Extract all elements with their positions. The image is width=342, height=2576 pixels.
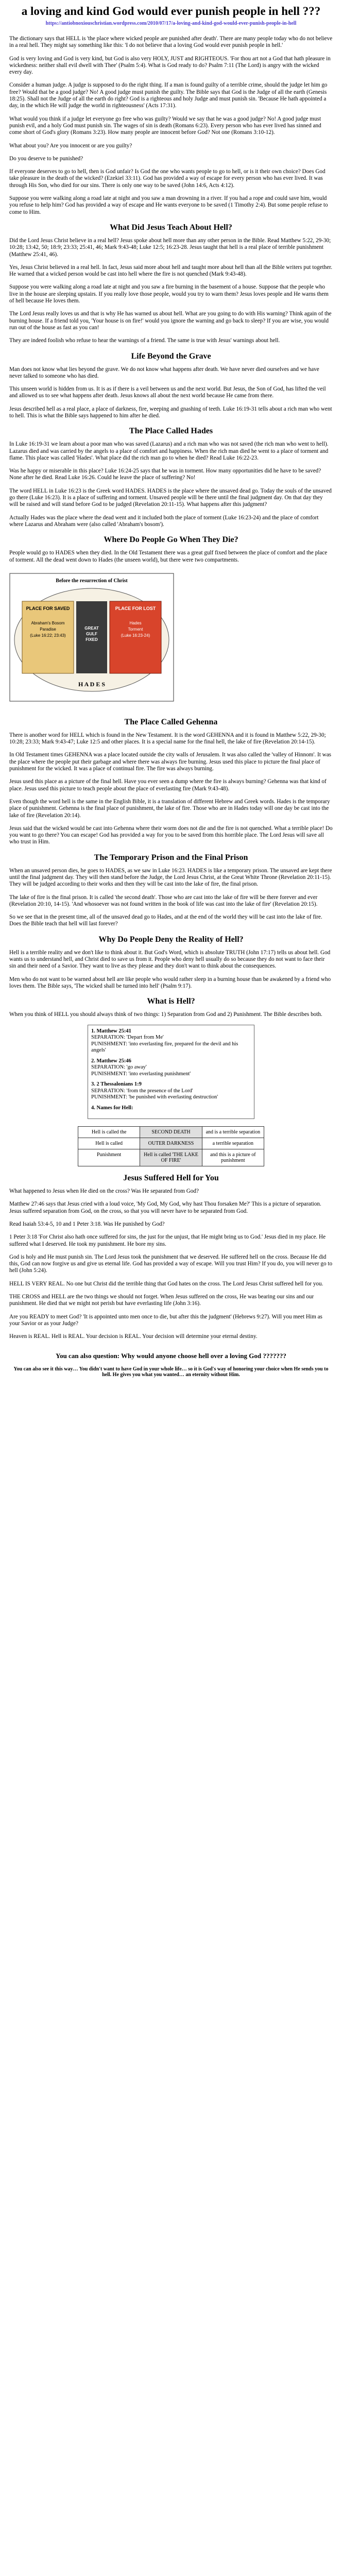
hell-note-label: 2. Matthew 25:46 — [91, 1058, 131, 1064]
diagram-line: Abraham's Bosom — [31, 620, 65, 625]
section-heading: Where Do People Go When They Die? — [104, 535, 238, 545]
section-paragraph: Are you READY to meet God? 'It is appointed unto men once to die, but after this the judgment' (Hebrews 9:27). Will you meet Him as your Savior or as your Judge? — [9, 1313, 322, 1327]
section-heading: The Place Called Hades — [129, 427, 213, 436]
sections-block-1 — [9, 223, 333, 564]
section-heading: What Did Jesus Teach About Hell? — [110, 223, 232, 232]
section-paragraph: Actually Hades was the place where the dead went and it included both the place of torment (Luke 16:23-24) and the place of comfort where Lazarus and Abraham were (also called 'Abraham's bosom'). — [9, 514, 319, 528]
intro-paragraph: The dictionary says that HELL is 'the place where wicked people are punished after death'. There are many people today who do not believe in a real hell. They might say something like this: 'I do not believe that a loving God would ever punish people in hell.' — [9, 36, 333, 49]
gulf-label — [84, 626, 99, 642]
section-paragraph: Even though the word hell is the same in the English Bible, it is a translation of different Hebrew and Greek words. Hades is the temporary place of punishment. Gehenna is the final place of punishment, the lake of fire. Those who are in Hades today will one day be cast into the lake of fire (Revelation 20:14). — [9, 798, 330, 819]
section-paragraph: The lake of fire is the final prison. It is called 'the second death'. Those who are cast into the lake of fire will be there forever and ever (Revelation 20:10, 14-15). 'And whosoever was not found written in the book of life was cast into the lake of fire' (Revelation 20:15). — [9, 894, 318, 907]
section-paragraph: So we see that in the present time, all of the unsaved dead go to Hades, and at the end of the world they will be cast into the lake of fire. Does the Bible teach that hell will last forever? — [9, 914, 322, 927]
section-paragraph: There is another word for HELL which is found in the New Testament. It is the word GEHENNA and it is found in Matthew 5:22, 29-30; 10:28; 23:33; Mark 9:43-47; Luke 12:5 and other places. It is a special name for the final hell, the lake of fire (Revelation 20:14-15). — [9, 732, 326, 745]
section-paragraph: HELL IS VERY REAL. No one but Christ did the terrible thing that God hates on the cross. The Lord Jesus Christ suffered hell for you. — [9, 1280, 323, 1287]
section-paragraph: What happened to Jesus when He died on the cross? Was He separated from God? — [9, 1188, 199, 1195]
names-cell: Punishment — [97, 1152, 122, 1158]
section-paragraph: When you think of HELL you should always think of two things: 1) Separation from God and 2) Punishment. The Bible describes both. — [9, 1011, 322, 1018]
section-paragraph: Matthew 27:46 says that Jesus cried with a loud voice, 'My God, My God, why hast Thou forsaken Me?' This is a picture of separation. Jesus suffered separation from God, on the cross, so that you will never have to be separated from God. — [9, 1201, 321, 1214]
hell-note — [91, 1081, 251, 1101]
intro-paragraph: If everyone deserves to go to hell, then is God unfair? Is God the one who wants people to go to hell, or is it their own choice? Does God take pleasure in the death of the wicked? (Ezekiel 33:11). God has provided a way of escape for every person who has ever lived. It was through His Son, who died for our sins. There is only one way to be saved (John 14:6, Acts 4:12). — [9, 168, 326, 189]
section-paragraph: Read Isaiah 53:4-5, 10 and 1 Peter 3:18. Was He punished by God? — [9, 1221, 165, 1227]
diagram-line: (Luke 16:23-24) — [121, 633, 150, 638]
hell-note — [91, 1105, 251, 1112]
section-heading: The Place Called Gehenna — [124, 717, 218, 726]
hades-diagram — [9, 573, 174, 702]
hell-note-text: SEPARATION: 'Depart from Me' PUNISHMENT: 'into everlasting fire, prepared for the devil and his angels' — [91, 1035, 238, 1054]
hell-note-label: 4. Names for Hell: — [91, 1105, 133, 1111]
diagram-bottom: H A D E S — [78, 680, 106, 688]
gulf-word: GREAT — [84, 625, 99, 631]
source-url[interactable]: https://antiobnoxiouschristian.wordpress.com/2010/07/17/a-loving-and-kind-god-would-ever-punish-people-in-hell — [45, 21, 297, 26]
section-paragraph: The word HELL in Luke 16:23 is the Greek word HADES. HADES is the place where the unsaved dead go. Today the souls of the unsaved go there (Luke 16:23). It is a place of suffering and torment. Unsaved people will be there until the final judgment day. On that day they will be raised and will stand before God to be judged (Revelation 20:11-15). What happens after this judgment? — [9, 487, 332, 508]
section-paragraph: Suppose you were walking along a road late at night and you saw a fire burning in the basement of a house. Suppose that the people who live in the house are sleeping upstairs. If you really love those people, would you try to warn them? Jesus loves people and He warns them of hell because He loves them. — [9, 284, 329, 304]
names-for-hell-table — [78, 1126, 264, 1166]
names-cell: Hell is called 'THE LAKE OF FIRE' — [140, 1149, 201, 1166]
right-title: PLACE FOR LOST — [115, 605, 156, 611]
section-paragraph: THE CROSS and HELL are the two things we should not forget. When Jesus suffered on the cross, He was bearing our sins and our punishment. He died that we might not perish but have everlasting life (John 3:16). — [9, 1294, 314, 1307]
section-paragraph: In Luke 16:19-31 we learn about a poor man who was saved (Lazarus) and a rich man who was not saved (the rich man who went to hell). Lazarus died and was carried by the angels to a place of comfort and happiness. When the rich man died he went to a place of torment and flame. This place was called 'Hades'. What place did the rich man go to when he died? Read Luke 16:22-23. — [9, 441, 329, 461]
intro-paragraph: What would you think if a judge let everyone go free who was guilty? Would we say that he was a good judge? No! A good judge must punish evil, and a holy God must punish sin. The wages of sin is death (Romans 6:23). Every person who has ever lived has sinned and come short of God's glory (Romans 3:23). How many people are innocent before God? Not one (Romans 3:10-12). — [9, 115, 321, 136]
section-paragraph: Yes, Jesus Christ believed in a real hell. In fact, Jesus said more about hell and taught more about hell than all the Bible writers put together. He warned that a wicked person would be cast into hell where the fire is not quenched (Mark 9:43-48). — [9, 264, 333, 278]
names-row — [78, 1149, 264, 1166]
names-cell: SECOND DEATH — [140, 1127, 201, 1138]
section-paragraph: This unseen world is hidden from us. It is as if there is a veil between us and the next world. But Jesus, the Son of God, has lifted the veil and allowed us to see what happens after death. Jesus knows all about the next world because He came from there. — [9, 386, 326, 399]
intro-paragraph: Suppose you were walking along a road late at night and you saw a man drowning in a river. If you had a rope and could save him, would you refuse to help him? God has provided a way of escape and He wants everyone to be saved (1 Timothy 2:4). But some people refuse to come to Him. — [9, 195, 328, 215]
section-heading: Life Beyond the Grave — [131, 351, 211, 361]
section-paragraph: Jesus said that the wicked would be cast into Gehenna where their worm does not die and the fire is not quenched. What a terrible place! Do you want to go there? You can escape! God has provided a way for you to be saved from this horrible place. The Lord Jesus will save all who trust in Him. — [9, 825, 333, 845]
names-cell: OUTER DARKNESS — [140, 1138, 201, 1149]
section-paragraph: Did the Lord Jesus Christ believe in a real hell? Jesus spoke about hell more than any other person in the Bible. Read Matthew 5:22, 29-30; 10:28; 13:42, 50; 18:9; 23:33; 25:41, 46; Mark 9:43-48; Luke 12:5; 16:23-28. Jesus taught that hell is a real place of terrible punishment (Matthew 25:41, 46). — [9, 237, 331, 258]
section-heading: The Temporary Prison and the Final Prison — [94, 853, 248, 862]
names-cell: Hell is called the — [91, 1129, 127, 1136]
final-note: You can also see it this way… You didn't want to have God in your whole life… so it is God's way of honoring your choice when He sends you to hell. He gives you what you wanted… an eternity without Him. — [13, 1366, 329, 1378]
left-title: PLACE FOR SAVED — [26, 605, 70, 611]
sections-block-3 — [9, 1174, 333, 1340]
section-paragraph: They are indeed foolish who refuse to hear the warnings of a friend. The same is true with Jesus' warnings about hell. — [9, 337, 280, 344]
names-cell: and is a terrible separation — [202, 1127, 264, 1138]
section-paragraph: Was he happy or miserable in this place? Luke 16:24-25 says that he was in torment. How many opportunities did he have to be saved? None after he died. Read Luke 16:26. Could he leave the place of suffering? No! — [9, 468, 321, 481]
closing-question: You can also question: Why would anyone choose hell over a loving God ??????? — [56, 1351, 286, 1360]
intro-paragraph: God is very loving and God is very kind, but God is also very HOLY, JUST and RIGHTEOUS. 'For thou art not a God that hath pleasure in wickedness: neither shall evil dwell with Thee' (Psalm 5:4). What is God ready to do? Psalm 7:11 (The Lord) is angry with the wicked every day. — [9, 55, 331, 76]
names-cell: Hell is called — [95, 1141, 123, 1147]
hell-note — [91, 1028, 251, 1054]
section-paragraph: 1 Peter 3:18 'For Christ also hath once suffered for sins, the just for the unjust, that He might bring us to God.' Jesus died in my place. He suffered what I deserved. He took my punishment. He bore my sins. — [9, 1234, 326, 1247]
page-title: a loving and kind God would ever punish people in hell ??? — [21, 5, 321, 18]
diagram-line: Hades — [129, 620, 142, 625]
names-row — [78, 1138, 264, 1149]
intro-section — [9, 36, 333, 216]
section-paragraph: Men who do not want to be warned about hell are like people who would rather sleep in a burning house than be awakened by a friend who loves them. The Bible says, 'The wicked shall be turned into hell' (Psalm 9:17). — [9, 976, 331, 989]
section-paragraph: Hell is a terrible reality and we don't like to think about it. But God's Word, which is absolute TRUTH (John 17:17) tells us about hell. God wants us to understand hell, and Christ died to save us from it. People who deny hell usually do so because they do not want to face their sin and their need of a Savior. They want to live as they please and they don't want to think about the consequences. — [9, 949, 331, 970]
gulf-word: FIXED — [86, 637, 98, 642]
names-cell: and this is a picture of punishment — [202, 1149, 264, 1166]
hell-note-text: SEPARATION: 'go away' PUNISHMENT: 'into everlasting punishment' — [91, 1064, 191, 1077]
intro-paragraph: What about you? Are you innocent or are you guilty? — [9, 142, 132, 149]
section-paragraph: Heaven is REAL. Hell is REAL. Your decision is REAL. Your decision will determine your eternal destiny. — [9, 1333, 258, 1340]
hell-note-label: 3. 2 Thessalonians 1:9 — [91, 1081, 142, 1088]
intro-paragraph: Consider a human judge. A judge is supposed to do the right thing. If a man is found guilty of a terrible crime, should the judge let him go free? Would that be a good judge? No! A good judge must punish the guilty. The Bible says that God is the Judge of all the earth (Genesis 18:25). Shall not the Judge of all the earth do right? God is a righteous and holy Judge and must punish sin. 'Because He hath appointed a day, in the which He will judge the world in righteousness' (Acts 17:31). — [9, 82, 328, 109]
gulf-word: GULF — [86, 631, 97, 636]
section-paragraph: In Old Testament times GEHENNA was a place located outside the city walls of Jerusalem. It was also called the 'valley of Hinnom'. It was the place where the people put their garbage and where there was always fire burning. Jesus used this place to picture the final place of punishment for the wicked. It was a place of continual fire. The fire was always burning. — [9, 752, 332, 772]
section-paragraph: Jesus described hell as a real place, a place of darkness, fire, weeping and gnashing of teeth. Luke 16:19-31 tells about a rich man who went to hell. This is what the Bible says happened to him after he died. — [9, 405, 332, 419]
hell-notes-box — [88, 1025, 254, 1120]
names-cell: a terrible separation — [202, 1138, 264, 1149]
diagram-line: Paradise — [40, 626, 56, 632]
section-paragraph: The Lord Jesus really loves us and that is why He has warned us about hell. What are you going to do with His warning? Think again of the burning house. If a friend told you, 'Your house is on fire!' would you ignore the warning and go back to sleep? If you are wise, you would run out of the house as fast as you can! — [9, 311, 332, 331]
section-paragraph: When an unsaved person dies, he goes to HADES, as we saw in Luke 16:23. HADES is like a temporary prison. The unsaved are kept there until the final judgment day. They will then stand before the Judge, the Lord Jesus Christ, at the Great White Throne (Revelation 20:11-15). They will be judged according to their works and then they will be cast into the lake of fire, the final prison. — [9, 867, 332, 888]
section-paragraph: People would go to HADES when they died. In the Old Testament there was a great gulf fixed between the place of comfort and the place of torment. All the dead went down to Hades (the unseen world), but there were two compartments. — [9, 550, 328, 563]
hell-note-label: 1. Matthew 25:41 — [91, 1028, 131, 1034]
sections-block-2 — [9, 718, 333, 1019]
diagram-line: Torment — [128, 626, 143, 632]
section-paragraph: Jesus used this place as a picture of the final hell. Have you ever seen a dump where the fire is always burning? Gehenna was that kind of place. Jesus used this picture to teach people about the place of everlasting fire (Mark 9:43-48). — [9, 778, 327, 792]
section-paragraph: God is holy and He must punish sin. The Lord Jesus took the punishment that we deserved. He suffered hell on the cross. Because He did this, God can now forgive us and give us eternal life. God has provided a way of escape. Will you trust Him? If you do, you will never go to hell (John 5:24). — [9, 1253, 333, 1274]
diagram-line: (Luke 16:22; 23:43) — [30, 633, 66, 638]
section-heading: Jesus Suffered Hell for You — [123, 1174, 219, 1183]
diagram-label: Before the resurrection of Christ — [56, 578, 128, 584]
hell-note — [91, 1058, 251, 1078]
intro-paragraph: Do you deserve to be punished? — [9, 155, 83, 162]
section-heading: Why Do People Deny the Reality of Hell? — [98, 935, 244, 944]
names-row — [78, 1127, 264, 1138]
section-heading: What is Hell? — [147, 997, 195, 1006]
section-paragraph: Man does not know what lies beyond the grave. We do not know what happens after death. We have never died ourselves and we have never talked to someone who has died. — [9, 366, 319, 379]
hell-note-text: SEPARATION: 'from the presence of the Lord' PUNISHMENT: 'be punished with everlasting destruction' — [91, 1088, 218, 1100]
